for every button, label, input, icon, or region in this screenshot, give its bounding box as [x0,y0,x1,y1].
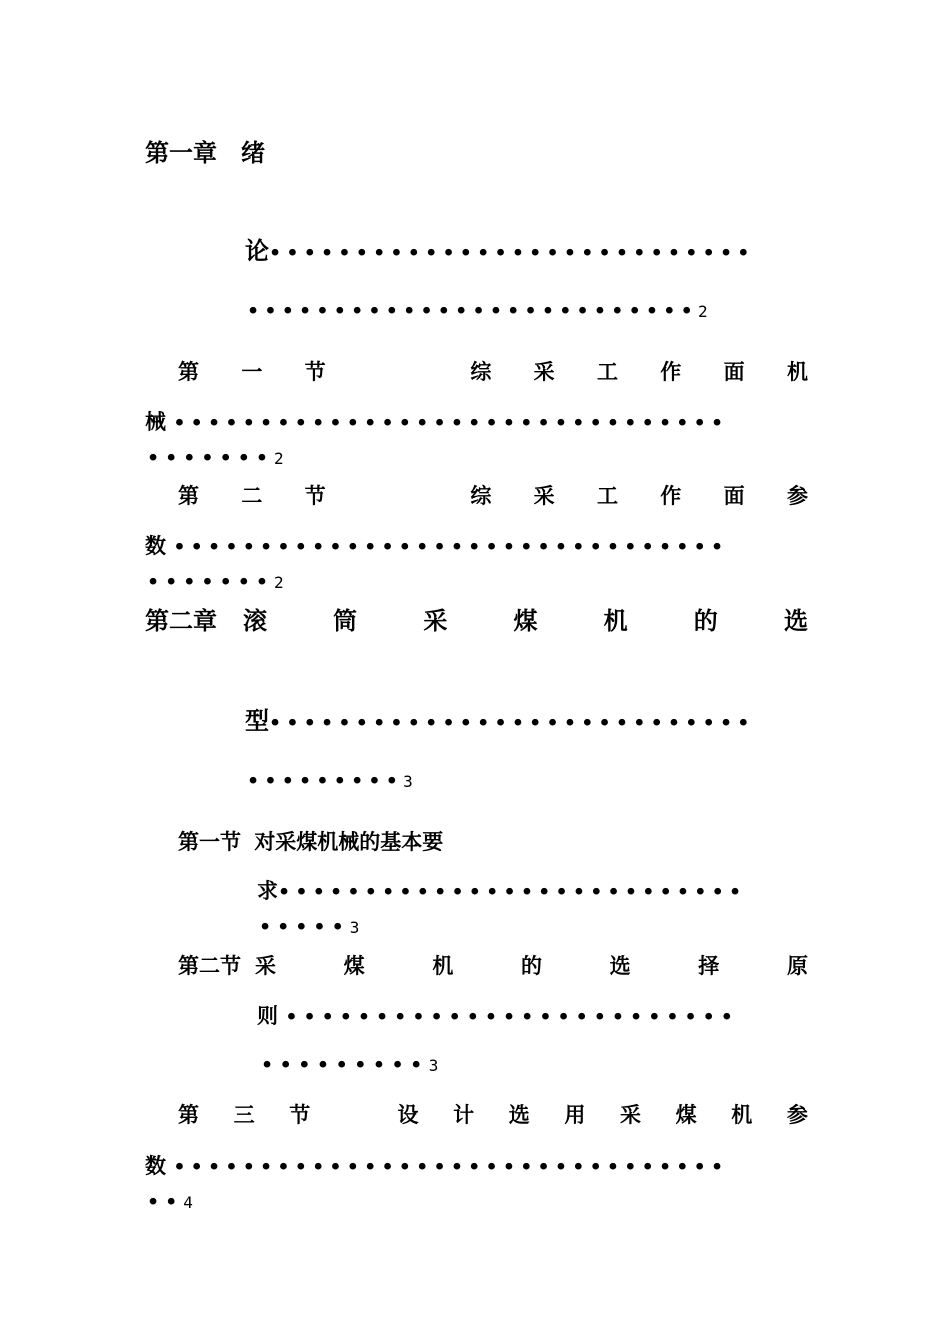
toc-leader-dots: •••••••••••••••••••••••••••• [269,242,755,264]
toc-page-number: 2 [274,573,284,592]
toc-char: 煤 [675,1102,697,1127]
toc-leader-dots: ••••••••• [247,770,404,792]
toc-char: 设 [397,1102,419,1127]
toc-section-tail: 数 [145,1153,166,1178]
toc-char: 面 [723,359,745,384]
toc-section-2-2-leader [257,1005,739,1027]
toc-char: 滚 [243,606,267,635]
toc-section-2-1-title [178,831,443,852]
toc-char: 第 [178,1102,199,1127]
toc-char: 煤 [513,606,538,635]
toc-char: 采 [533,359,555,384]
toc-chapter-2-title [145,606,808,635]
toc-char: 作 [660,359,682,384]
toc-section-1-2-page-line [147,573,284,592]
toc-section-2-3-leader [145,1155,728,1177]
toc-section-2-1-leader [257,880,746,902]
toc-char: 节 [289,1102,311,1127]
toc-char: 采 [255,953,276,978]
toc-char: 机 [603,606,628,635]
toc-section-tail: 求 [257,878,278,903]
toc-section-2-2-title [178,955,808,976]
toc-page-number: 4 [183,1193,193,1212]
toc-chapter-prefix: 第二章 [145,606,217,635]
toc-section-1-2-title [178,485,808,506]
toc-leader-dots: ••••••••••••••••••••••••••• [278,881,747,903]
toc-char: 的 [693,606,718,635]
toc-char: 煤 [343,953,365,978]
toc-char: 面 [723,483,745,508]
toc-char: 采 [533,483,555,508]
toc-section-tail: 则 [257,1003,278,1028]
toc-section-2-2-page-line [261,1056,438,1075]
toc-char: 机 [786,359,808,384]
toc-char: 工 [596,483,618,508]
toc-char: 选 [508,1102,530,1127]
toc-page-number: 3 [403,772,413,791]
toc-char: 原 [786,953,808,978]
toc-char: 一 [241,359,263,384]
toc-section-text: 对采煤机械的基本要 [254,829,444,854]
toc-char: 参 [786,483,808,508]
toc-page-number: 3 [349,918,360,937]
toc-char: 第 [178,359,199,384]
toc-page-number: 3 [428,1056,439,1075]
toc-chapter-2-title-continued [245,706,755,735]
toc-chapter-2-title-tail: 型 [245,706,269,735]
toc-leader-dots: •••••••••••••••••••••••••••••••• [173,1156,729,1178]
toc-leader-dots: •••••••••••••••••••••••••••••••• [173,536,729,558]
toc-section-1-2-leader [145,535,728,557]
toc-char: 作 [660,483,682,508]
toc-chapter-1-title-tail: 论 [245,236,269,265]
toc-char: 选 [609,953,631,978]
toc-char: 节 [304,359,326,384]
toc-leader-dots: ••••••• [147,447,275,469]
toc-section-2-1-page-line [259,918,359,937]
toc-char: 综 [470,483,492,508]
toc-section-2-3-title [178,1104,808,1125]
toc-chapter-2-words [243,606,808,635]
toc-section-2-3-page-line [147,1193,193,1212]
toc-section-1-1-page-line [147,449,284,468]
toc-chapter-2-leader [247,772,413,791]
toc-section-tail: 械 [145,409,166,434]
toc-char: 选 [783,606,808,635]
toc-char: 用 [564,1102,586,1127]
toc-leader-dots: •• [147,1191,184,1213]
toc-char: 择 [698,953,720,978]
toc-chapter-1-title: 第一章 绪 [145,138,265,167]
toc-section-prefix: 第二节 [178,953,241,978]
toc-section-1-1-leader [145,411,728,433]
toc-section-prefix: 第一节 [178,829,241,854]
toc-leader-dots: ••••••• [147,571,275,593]
toc-section-1-1-title [178,361,808,382]
toc-leader-dots: •••••••••••••••••••••••••• [247,300,698,322]
toc-char: 采 [620,1102,641,1127]
toc-char: 节 [304,483,326,508]
toc-leader-dots: ••••• [259,916,350,938]
toc-leader-dots: •••••••••••••••••••••••••••• [269,712,755,734]
toc-char: 参 [786,1102,808,1127]
toc-char: 采 [423,606,448,635]
toc-page-number: 2 [274,449,284,468]
toc-char: 综 [470,359,492,384]
toc-char: 机 [432,953,454,978]
toc-char: 的 [520,953,542,978]
toc-char: 第 [178,483,199,508]
toc-char: 三 [233,1102,255,1127]
toc-leader-dots: ••••••••• [261,1054,429,1076]
toc-char: 工 [596,359,618,384]
toc-section-2-2-words [255,955,808,976]
toc-chapter-1-leader [247,302,708,321]
toc-char: 计 [453,1102,475,1127]
toc-section-tail: 数 [145,533,166,558]
toc-leader-dots: •••••••••••••••••••••••••••••••• [173,412,729,434]
toc-char: 筒 [333,606,358,635]
toc-leader-dots: ••••••••••••••••••••••••• [285,1006,739,1028]
toc-chapter-1-title-continued [245,236,755,265]
toc-char: 机 [731,1102,753,1127]
toc-page-number: 2 [697,302,708,321]
toc-char: 二 [241,483,263,508]
